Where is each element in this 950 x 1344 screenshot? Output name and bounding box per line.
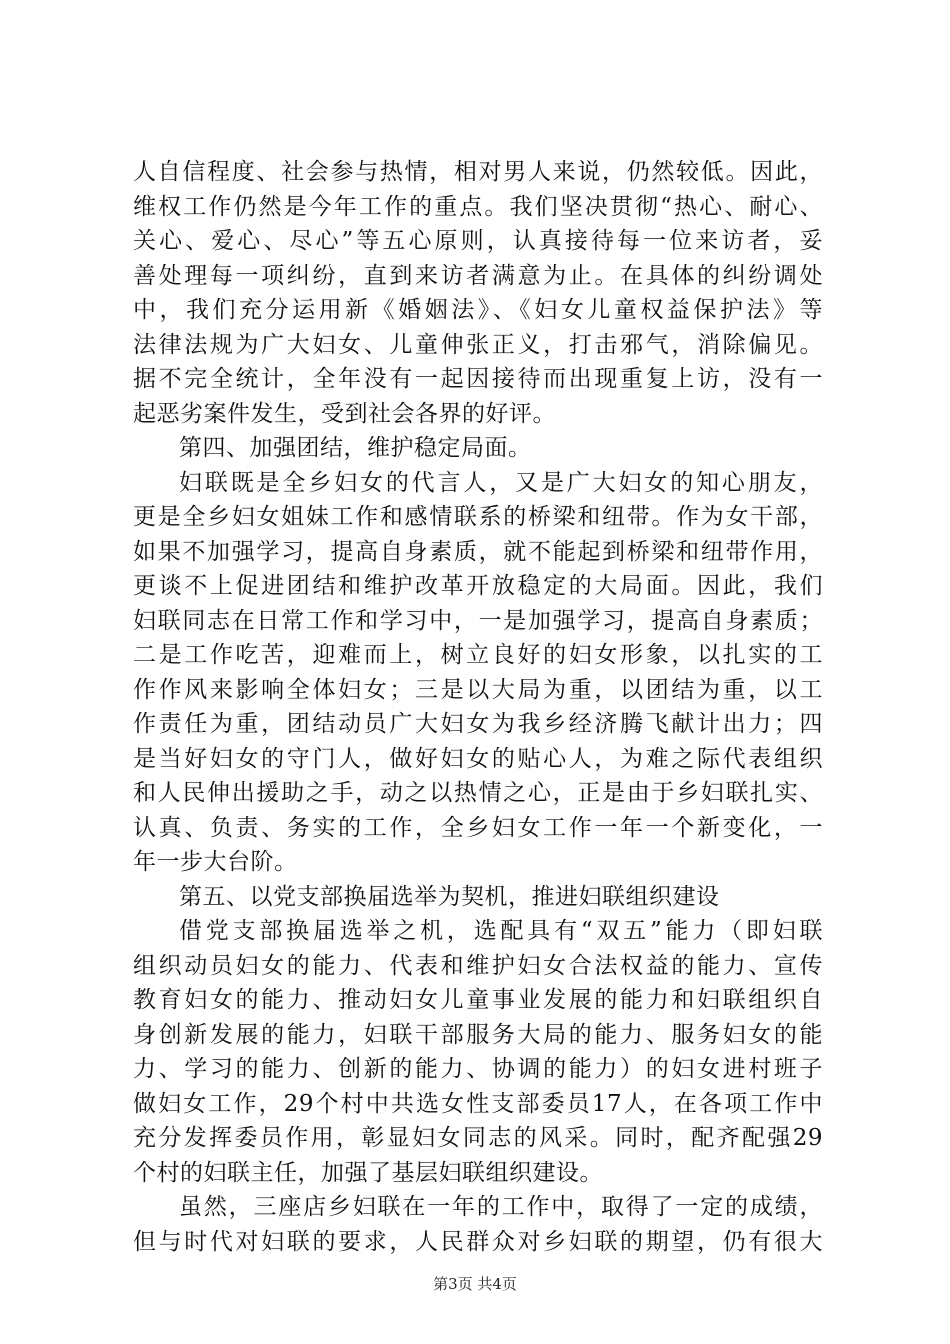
text-line: 更谈不上促进团结和维护改革开放稳定的大局面。因此，我们 <box>133 573 823 599</box>
section-heading: 第四、加强团结，维护稳定局面。 <box>179 435 532 461</box>
text-line: 二是工作吃苦，迎难而上，树立良好的妇女形象，以扎实的工 <box>133 642 823 668</box>
text-line: 作作风来影响全体妇女；三是以大局为重，以团结为重，以工 <box>133 676 823 703</box>
text-line: 是当好妇女的守门人，做好妇女的贴心人，为难之际代表组织 <box>133 745 823 772</box>
text-line: 维权工作仍然是今年工作的重点。我们坚决贯彻“热心、耐心、 <box>133 193 823 220</box>
text-line: 妇联同志在日常工作和学习中，一是加强学习，提高自身素质； <box>133 607 823 634</box>
text-line: 善处理每一项纠纷，直到来访者满意为止。在具体的纠纷调处 <box>133 262 823 289</box>
text-line: 虽然，三座店乡妇联在一年的工作中，取得了一定的成绩， <box>179 1194 823 1220</box>
text-line: 关心、爱心、尽心”等五心原则，认真接待每一位来访者，妥 <box>133 228 823 254</box>
text-line: 更是全乡妇女姐妹工作和感情联系的桥梁和纽带。作为女干部， <box>133 504 823 530</box>
text-line: 认真、负责、务实的工作，全乡妇女工作一年一个新变化，一 <box>133 814 823 841</box>
text-line: 个村的妇联主任，加强了基层妇联组织建设。 <box>133 1159 603 1186</box>
text-line: 中，我们充分运用新《婚姻法》、《妇女儿童权益保护法》等 <box>133 297 823 323</box>
text-line: 作责任为重，团结动员广大妇女为我乡经济腾飞献计出力；四 <box>133 711 823 737</box>
text-line: 充分发挥委员作用，彰显妇女同志的风采。同时，配齐配强29 <box>133 1125 823 1151</box>
text-line: 和人民伸出援助之手，动之以热情之心，正是由于乡妇联扎实、 <box>133 780 823 806</box>
text-line: 年一步大台阶。 <box>133 849 298 875</box>
text-line: 起恶劣案件发生，受到社会各界的好评。 <box>133 400 556 427</box>
text-line: 妇联既是全乡妇女的代言人，又是广大妇女的知心朋友， <box>179 469 823 496</box>
text-line: 如果不加强学习，提高自身素质，就不能起到桥梁和纽带作用， <box>133 538 823 565</box>
text-line: 做妇女工作，29个村中共选女性支部委员17人，在各项工作中 <box>133 1090 823 1117</box>
page-footer: 第3页 共4页 <box>433 1275 517 1293</box>
document-body <box>133 155 823 1259</box>
text-line: 组织动员妇女的能力、代表和维护妇女合法权益的能力、宣传 <box>133 952 823 979</box>
text-line: 力、学习的能力、创新的能力、协调的能力）的妇女进村班子 <box>133 1056 823 1082</box>
text-line: 法律法规为广大妇女、儿童伸张正义，打击邪气，消除偏见。 <box>133 331 823 358</box>
section-heading: 第五、以党支部换届选举为契机，推进妇联组织建设 <box>179 883 720 910</box>
text-line: 身创新发展的能力，妇联干部服务大局的能力、服务妇女的能 <box>133 1021 823 1048</box>
text-line: 教育妇女的能力、推动妇女儿童事业发展的能力和妇联组织自 <box>133 987 823 1013</box>
text-line: 但与时代对妇联的要求，人民群众对乡妇联的期望，仍有很大 <box>133 1228 823 1255</box>
text-line: 人自信程度、社会参与热情，相对男人来说，仍然较低。因此， <box>133 159 823 185</box>
text-line: 借党支部换届选举之机，选配具有“双五”能力（即妇联 <box>179 918 823 944</box>
text-line: 据不完全统计，全年没有一起因接待而出现重复上访，没有一 <box>133 366 823 392</box>
